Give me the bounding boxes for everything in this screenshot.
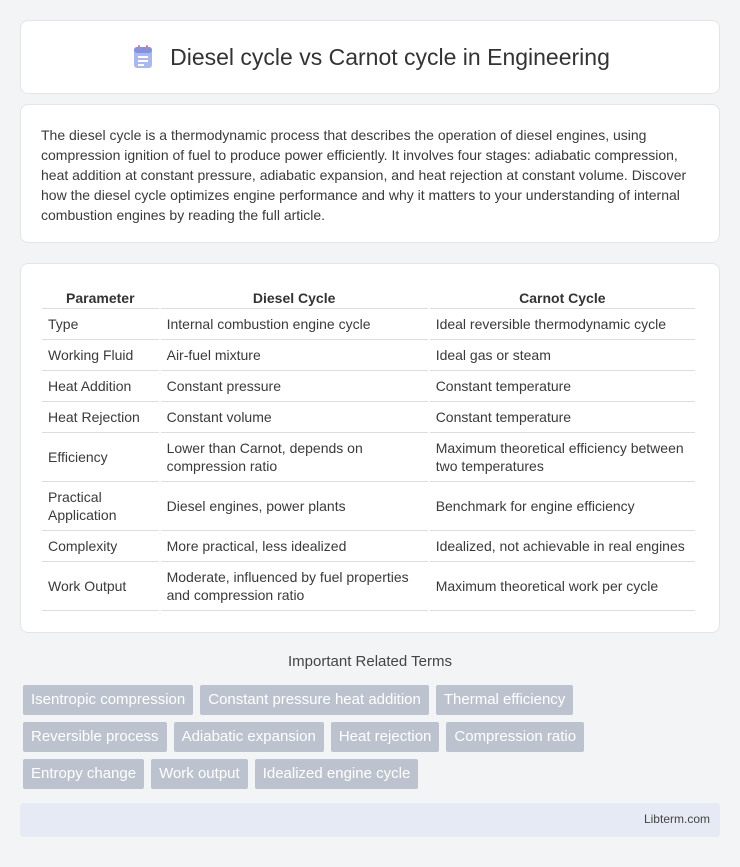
tag-heat-rejection[interactable]: Heat rejection bbox=[331, 722, 440, 752]
table-cell: Constant pressure bbox=[161, 371, 428, 402]
table-cell: Maximum theoretical work per cycle bbox=[430, 562, 695, 611]
footer bbox=[20, 803, 720, 837]
tag-adiabatic-expansion[interactable]: Adiabatic expansion bbox=[174, 722, 324, 752]
table-cell: Ideal gas or steam bbox=[430, 340, 695, 371]
table-cell: Constant temperature bbox=[430, 371, 695, 402]
table-cell: Heat Rejection bbox=[42, 402, 159, 433]
tag-thermal-efficiency[interactable]: Thermal efficiency bbox=[436, 685, 573, 715]
table-cell: Moderate, influenced by fuel properties and compression ratio bbox=[161, 562, 428, 611]
header-carnot-cycle: Carnot Cycle bbox=[430, 284, 695, 309]
table-cell: Constant temperature bbox=[430, 402, 695, 433]
intro-card bbox=[20, 104, 720, 243]
document-icon bbox=[130, 44, 156, 70]
tag-row bbox=[23, 685, 723, 715]
table-cell: Air-fuel mixture bbox=[161, 340, 428, 371]
table-cell: Lower than Carnot, depends on compression ratio bbox=[161, 433, 428, 482]
table-row bbox=[42, 433, 695, 482]
table-cell: Diesel engines, power plants bbox=[161, 482, 428, 531]
table-cell: Complexity bbox=[42, 531, 159, 562]
table-cell: Efficiency bbox=[42, 433, 159, 482]
tag-row bbox=[23, 759, 723, 789]
tag-compression-ratio[interactable]: Compression ratio bbox=[446, 722, 584, 752]
header-diesel-cycle: Diesel Cycle bbox=[161, 284, 428, 309]
tag-idealized-engine-cycle[interactable]: Idealized engine cycle bbox=[255, 759, 419, 789]
table-row bbox=[42, 531, 695, 562]
comparison-table-card bbox=[20, 263, 720, 633]
table-cell: Benchmark for engine efficiency bbox=[430, 482, 695, 531]
table-row bbox=[42, 309, 695, 340]
related-terms-title: Important Related Terms bbox=[288, 653, 452, 670]
table-row bbox=[42, 562, 695, 611]
intro-text: The diesel cycle is a thermodynamic process that describes the operation of diesel engines, using compression ignition of fuel to produce power efficiently. It involves four stages: adiabatic compression, heat addition at constant pressure, adiabatic expansion, and heat rejection at constant volume. Discover how the diesel cycle optimizes engine performance and why it matters to your understanding of internal combustion engines by reading the full article. bbox=[41, 127, 687, 223]
table-cell: Work Output bbox=[42, 562, 159, 611]
table-row bbox=[42, 340, 695, 371]
table-cell: Ideal reversible thermodynamic cycle bbox=[430, 309, 695, 340]
table-cell: Internal combustion engine cycle bbox=[161, 309, 428, 340]
table-cell: Type bbox=[42, 309, 159, 340]
tag-row bbox=[23, 722, 723, 752]
table-cell: More practical, less idealized bbox=[161, 531, 428, 562]
table-row bbox=[42, 402, 695, 433]
comparison-table bbox=[40, 284, 697, 611]
table-row bbox=[42, 482, 695, 531]
table-cell: Maximum theoretical efficiency between two temperatures bbox=[430, 433, 695, 482]
table-row bbox=[42, 371, 695, 402]
header-parameter: Parameter bbox=[42, 284, 159, 309]
footer-brand-link[interactable]: Libterm.com bbox=[643, 812, 710, 826]
table-cell: Practical Application bbox=[42, 482, 159, 531]
related-terms-list bbox=[23, 685, 723, 796]
page-title: Diesel cycle vs Carnot cycle in Engineering bbox=[170, 43, 610, 70]
table-cell: Constant volume bbox=[161, 402, 428, 433]
table-cell: Heat Addition bbox=[42, 371, 159, 402]
title-card bbox=[20, 20, 720, 94]
table-cell: Working Fluid bbox=[42, 340, 159, 371]
table-cell: Idealized, not achievable in real engines bbox=[430, 531, 695, 562]
tag-isentropic-compression[interactable]: Isentropic compression bbox=[23, 685, 193, 715]
tag-entropy-change[interactable]: Entropy change bbox=[23, 759, 144, 789]
tag-work-output[interactable]: Work output bbox=[151, 759, 248, 789]
tag-constant-pressure-heat-addition[interactable]: Constant pressure heat addition bbox=[200, 685, 429, 715]
tag-reversible-process[interactable]: Reversible process bbox=[23, 722, 167, 752]
